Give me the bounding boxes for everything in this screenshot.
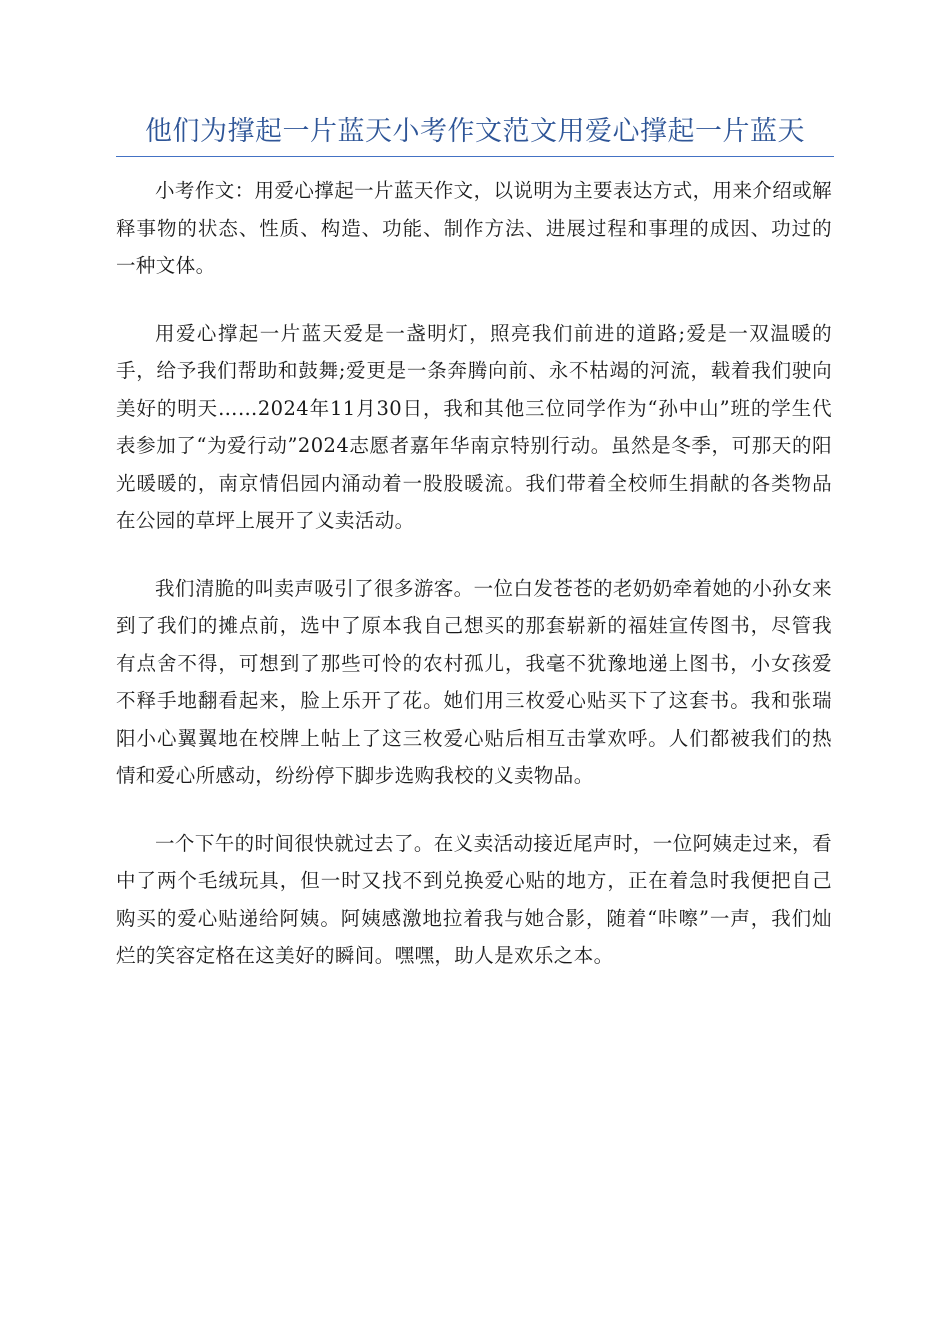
paragraph-afternoon: 一个下午的时间很快就过去了。在义卖活动接近尾声时，一位阿姨走过来，看中了两个毛绒玩具，但一时又找不到兑换爱心贴的地方，正在着急时我便把自己购买的爱心贴递给阿姨。阿姨感激地拉着我与她合影，随着“咔嚓”一声，我们灿烂的笑容定格在这美好的瞬间。嘿嘿，助人是欢乐之本。 — [116, 831, 832, 967]
page-title: 他们为撑起一片蓝天小考作文范文用爱心撑起一片蓝天 — [145, 116, 805, 147]
title-block — [116, 112, 834, 157]
paragraph-charity-sale: 我们清脆的叫卖声吸引了很多游客。一位白发苍苍的老奶奶牵着她的小孙女来到了我们的摊点前，选中了原本我自己想买的那套崭新的福娃宣传图书，尽管我有点舍不得，可想到了那些可怜的农村孤儿，我毫不犹豫地递上图书，小女孩爱不释手地翻看起来，脸上乐开了花。她们用三枚爱心贴买下了这套书。我和张瑞阳小心翼翼地在校牌上帖上了这三枚爱心贴后相互击掌欢呼。人们都被我们的热情和爱心所感动，纷纷停下脚步选购我校的义卖物品。 — [116, 576, 832, 787]
paragraph-intro: 小考作文：用爱心撑起一片蓝天作文，以说明为主要表达方式，用来介绍或解释事物的状态、性质、构造、功能、制作方法、进展过程和事理的成因、功过的一种文体。 — [116, 179, 832, 277]
paragraph-love-lamp: 用爱心撑起一片蓝天爱是一盏明灯，照亮我们前进的道路;爱是一双温暖的手，给予我们帮助和鼓舞;爱更是一条奔腾向前、永不枯竭的河流，载着我们驶向美好的明天……2024年11月30日，我和其他三位同学作为“孙中山”班的学生代表参加了“为爱行动”2024志愿者嘉年华南京特别行动。虽然是冬季，可那天的阳光暖暖的，南京情侣园内涌动着一股股暖流。我们带着全校师生捐献的各类物品在公园的草坪上展开了义卖活动。 — [116, 321, 832, 532]
document-body — [116, 172, 832, 1005]
